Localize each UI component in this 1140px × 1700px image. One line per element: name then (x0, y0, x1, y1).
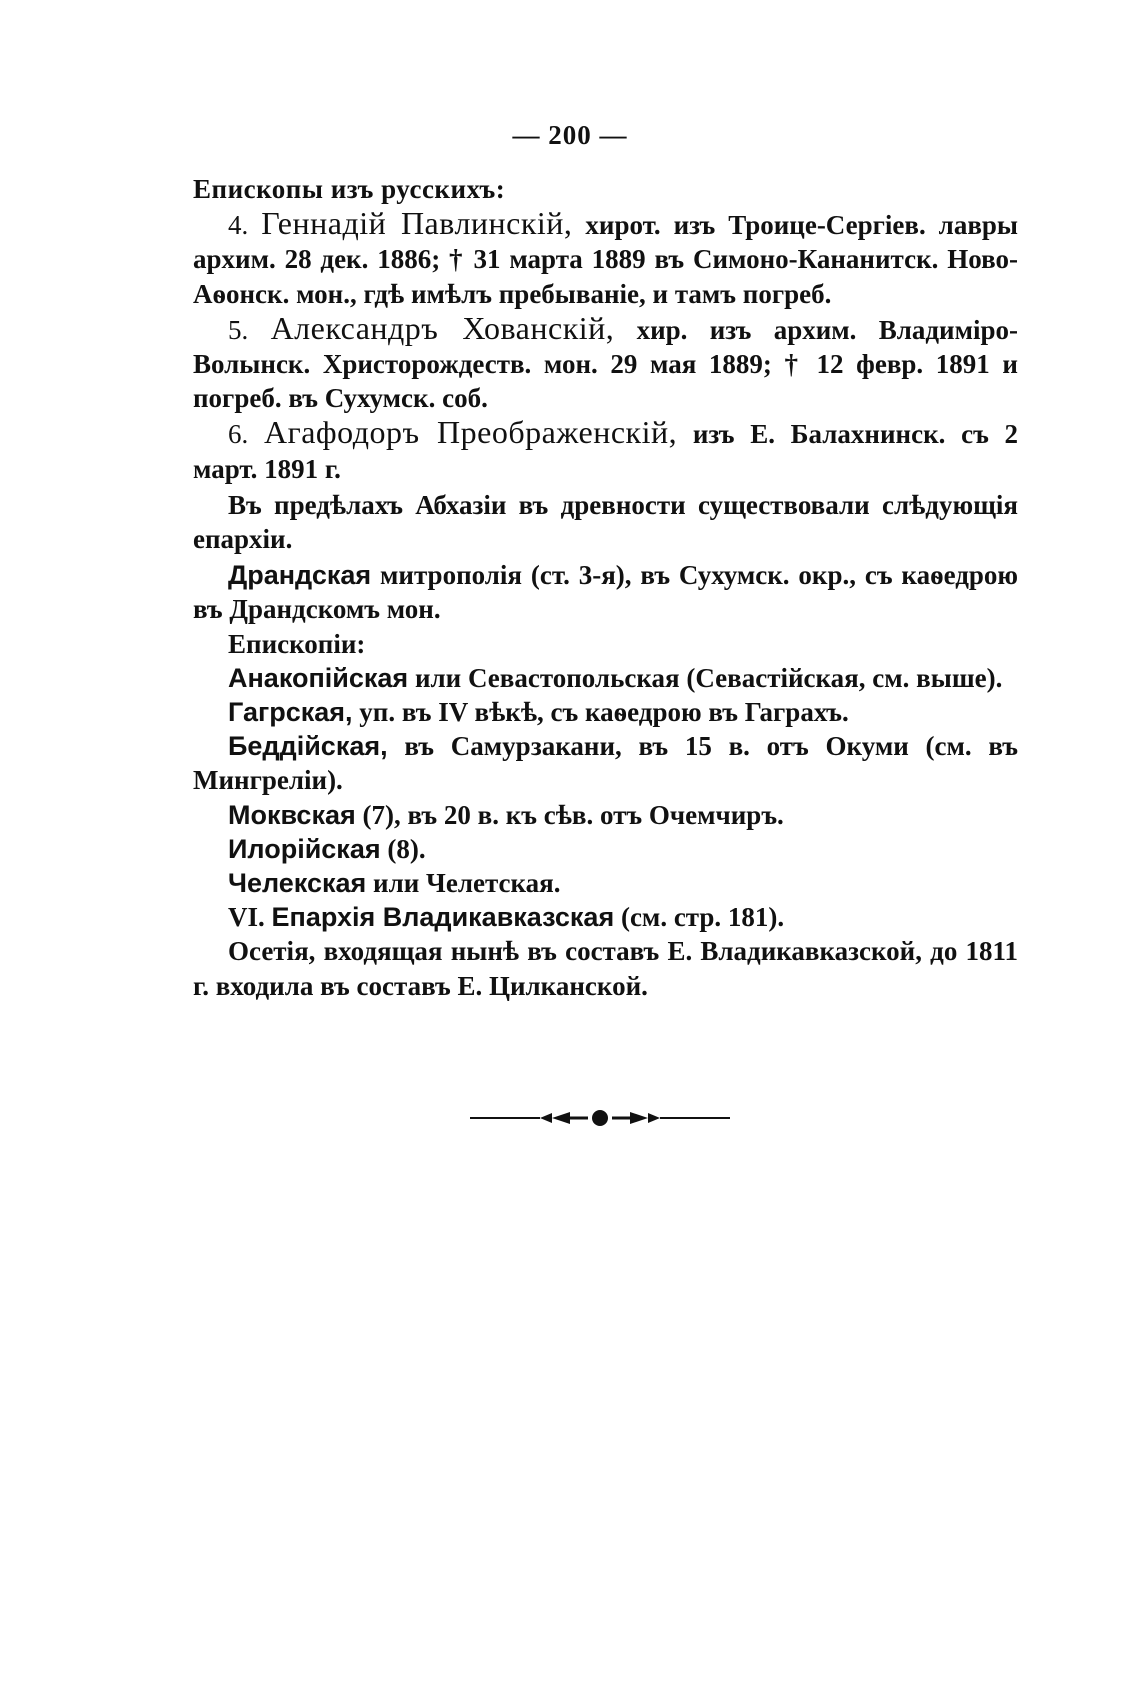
bishop-name: Александръ Хованскій, (270, 309, 615, 346)
bishop-name: Геннадій Павлинскій, (261, 205, 573, 242)
diocese-name: Драндская (228, 560, 372, 591)
bishopric-name: Моквская (228, 799, 356, 830)
bishopric-name: Беддійская, (228, 731, 388, 762)
entry-text: хир. изъ архим. Владиміро-Волынск. Христорождеств. мон. 29 мая 1889; † 12 февр. 1891 и погреб. въ Сухумск. соб. (193, 314, 1019, 414)
entry-number: 6. (228, 419, 249, 450)
entry-text: хирот. изъ Троице-Сергіев. лавры архим. 28 дек. 1886; † 31 марта 1889 въ Симоно-Кананитск. Ново-Аѳонск. мон., гдѣ имѣлъ пребываніе, и тамъ погреб. (193, 210, 1019, 309)
ornament-divider-icon (470, 1108, 730, 1128)
bishop-entry-4 (193, 206, 1018, 311)
closing-paragraph: Осетія, входящая нынѣ въ составъ Е. Владикавказской, до 1811 г. входила въ составъ Е. Цилканской. (193, 936, 1018, 1001)
section-heading: Епископы изъ русскихъ: (193, 174, 506, 204)
bishopric-name: Анакопійская (228, 662, 409, 693)
bishopric-name: Гагрская, (228, 697, 353, 728)
bishopric-iloriyskaya (193, 832, 1018, 866)
page-body (193, 172, 1018, 1003)
entry-text: изъ Е. Балахнинск. съ 2 март. 1891 г. (193, 419, 1019, 484)
bishoprics-label: Епископіи: (228, 628, 366, 659)
section-vi (193, 900, 1018, 934)
bishop-name: Агафодоръ Преображенскій, (263, 414, 678, 451)
bishopric-text: или Челетская. (373, 868, 561, 899)
bishop-entry-5 (193, 311, 1018, 416)
entry-number: 5. (228, 314, 249, 345)
section-name: Епархія Владикавказская (271, 902, 615, 933)
bishopric-beddiyskaya (193, 729, 1018, 797)
bishopric-text: или Севастопольская (Севастійская, см. выше). (414, 662, 1003, 693)
bishopric-text: (7), въ 20 в. къ сѣв. отъ Очемчиръ. (362, 799, 784, 830)
section-text: (см. стр. 181). (620, 902, 785, 933)
bishopric-text: (8). (387, 833, 426, 864)
diocese-text: митрополія (ст. 3-я), въ Сухумск. окр., съ каѳедрою въ Драндскомъ мон. (193, 560, 1019, 625)
bishopric-name: Илорійская (228, 833, 381, 864)
intro-paragraph: Въ предѣлахъ Абхазіи въ древности существовали слѣдующія епархіи. (193, 489, 1018, 555)
bishopric-name: Челекская (228, 868, 367, 899)
bishopric-text: въ Самурзакани, въ 15 в. отъ Окуми (см. въ Мингреліи). (193, 731, 1018, 796)
bishopric-mokvskaya (193, 798, 1018, 832)
page-number: — 200 — (512, 120, 628, 150)
bishopric-gagrskaya (193, 695, 1018, 729)
diocese-drandskaya (193, 558, 1018, 626)
section-roman-numeral: VI. (228, 902, 265, 933)
bishop-entry-6 (193, 415, 1018, 485)
entry-number: 4. (228, 210, 249, 241)
bishopric-anakopiyskaya (193, 661, 1018, 695)
bishopric-text: уп. въ IV вѣкѣ, съ каѳедрою въ Гаграхъ. (359, 697, 849, 728)
bishopric-chelekskaya (193, 866, 1018, 900)
